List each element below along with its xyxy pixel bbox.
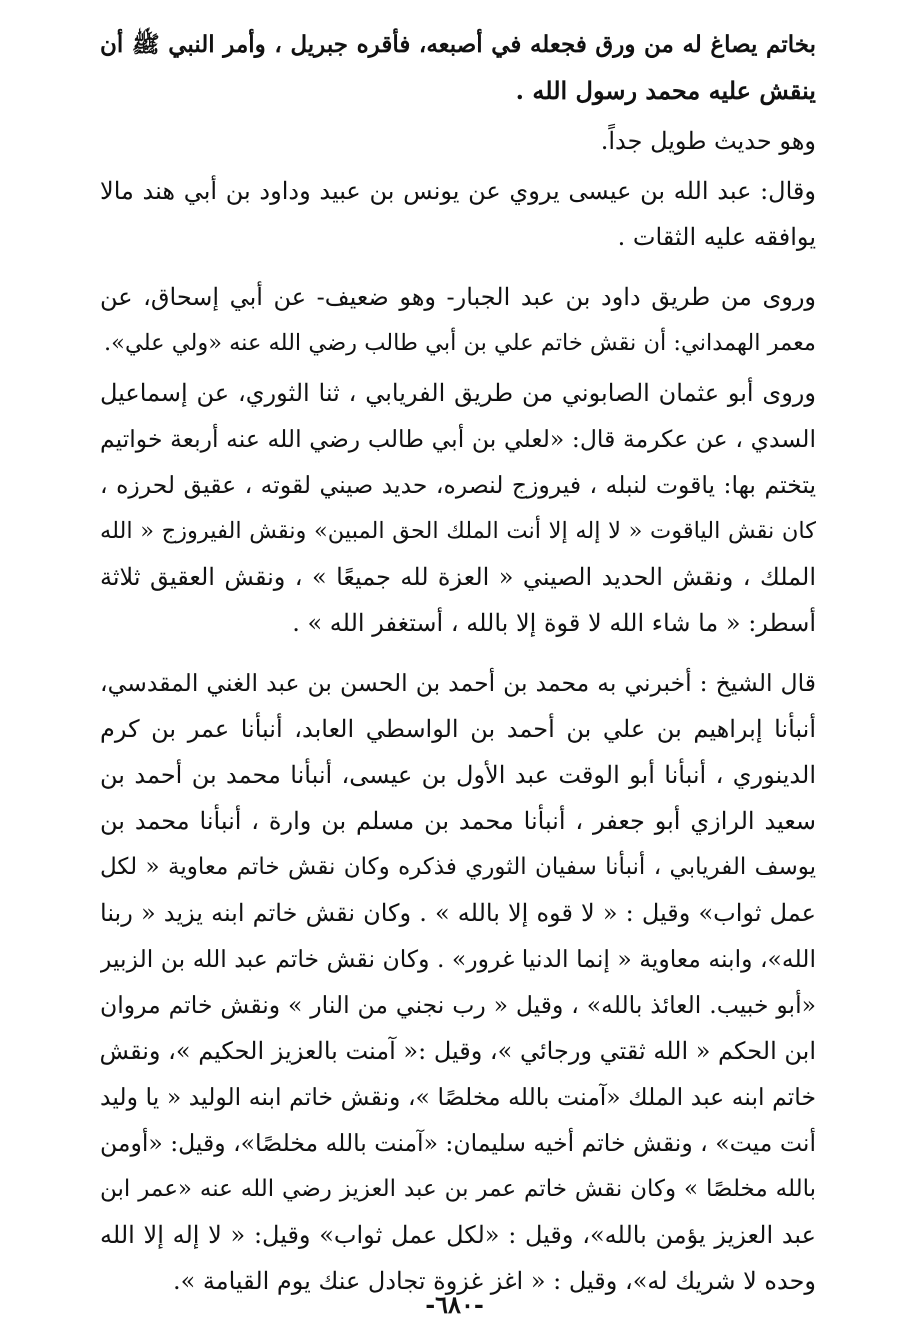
text-line: «أبو خبيب. العائذ بالله» ، وقيل « رب نجني من النار » ونقش خاتم مروان	[100, 991, 816, 1019]
paragraph-5	[100, 370, 816, 646]
text-line: السدي ، عن عكرمة قال: «لعلي بن أبي طالب رضي الله عنه أربعة خواتيم	[100, 425, 816, 453]
text-line: عبد العزيز يؤمن بالله»، وقيل : «لكل عمل ثواب» وقيل: « لا إله إلا الله	[100, 1221, 816, 1249]
text-line: أسطر: « ما شاء الله لا قوة إلا بالله ، أستغفر الله » .	[292, 609, 816, 637]
paragraph-4	[100, 274, 816, 366]
text-line: الدينوري ، أنبأنا أبو الوقت عبد الأول بن عيسى، أنبأنا محمد بن أحمد بن	[100, 761, 816, 789]
document-page	[100, 22, 816, 1295]
text-line: يوسف الفريابي ، أنبأنا سفيان الثوري فذكره وكان نقش خاتم معاوية « لكل	[100, 854, 816, 880]
text-line: معمر الهمداني: أن نقش خاتم علي بن أبي طالب رضي الله عنه «ولي علي».	[104, 330, 816, 356]
text-line: بالله مخلصًا » وكان نقش خاتم عمر بن عبد العزيز رضي الله عنه «عمر ابن	[100, 1176, 816, 1202]
text-line: عمل ثواب» وقيل : « لا قوه إلا بالله » . وكان نقش خاتم ابنه يزيد « ربنا	[100, 899, 816, 927]
text-line: يتختم بها: ياقوت لنبله ، فيروزج لنصره، حديد صيني لقوته ، عقيق لحرزه ،	[100, 471, 816, 499]
paragraph-6	[100, 660, 816, 1304]
text-line: كان نقش الياقوت « لا إله إلا أنت الملك الحق المبين» ونقش الفيروزج « الله	[100, 518, 816, 544]
text-line: ينقش عليه محمد رسول الله .	[515, 76, 816, 105]
text-line: ابن الحكم « الله ثقتي ورجائي »، وقيل :« آمنت بالعزيز الحكيم »، ونقش	[100, 1037, 816, 1065]
text-line: الملك ، ونقش الحديد الصيني « العزة لله جميعًا » ، ونقش العقيق ثلاثة	[100, 563, 816, 591]
page-number: -٦٨٠-	[425, 1290, 484, 1319]
text-line: وهو حديث طويل جداً.	[600, 127, 816, 155]
text-line: وروى من طريق داود بن عبد الجبار- وهو ضعيف- عن أبي إسحاق، عن	[100, 283, 816, 311]
text-line: بخاتم يصاغ له من ورق فجعله في أصبعه، فأقره جبريل ، وأمر النبي ﷺ أن	[100, 31, 816, 58]
text-line: قال الشيخ : أخبرني به محمد بن أحمد بن الحسن بن عبد الغني المقدسي،	[100, 669, 816, 697]
paragraph-2	[100, 118, 816, 164]
text-line: وروى أبو عثمان الصابوني من طريق الفريابي ، ثنا الثوري، عن إسماعيل	[100, 379, 816, 407]
text-line: الله»، وابنه معاوية « إنما الدنيا غرور» . وكان نقش خاتم عبد الله بن الزبير	[100, 945, 816, 973]
text-line: وحده لا شريك له»، وقيل : « اغز غزوة تجادل عنك يوم القيامة ».	[172, 1267, 816, 1295]
text-line: وقال: عبد الله بن عيسى يروي عن يونس بن عبيد وداود بن أبي هند مالا	[100, 177, 816, 205]
text-line: يوافقه عليه الثقات .	[617, 223, 816, 251]
text-line: أنت ميت» ، ونقش خاتم أخيه سليمان: «آمنت بالله مخلصًا»، وقيل: «أومن	[100, 1129, 816, 1157]
text-line: سعيد الرازي أبو جعفر ، أنبأنا محمد بن مسلم بن وارة ، أنبأنا محمد بن	[100, 807, 816, 835]
paragraph-1	[100, 22, 816, 114]
text-line: خاتم ابنه عبد الملك «آمنت بالله مخلصًا »، ونقش خاتم ابنه الوليد « يا وليد	[100, 1083, 816, 1111]
paragraph-3	[100, 168, 816, 260]
text-line: أنبأنا إبراهيم بن علي بن أحمد بن الواسطي العابد، أنبأنا عمر بن كرم	[100, 715, 816, 743]
